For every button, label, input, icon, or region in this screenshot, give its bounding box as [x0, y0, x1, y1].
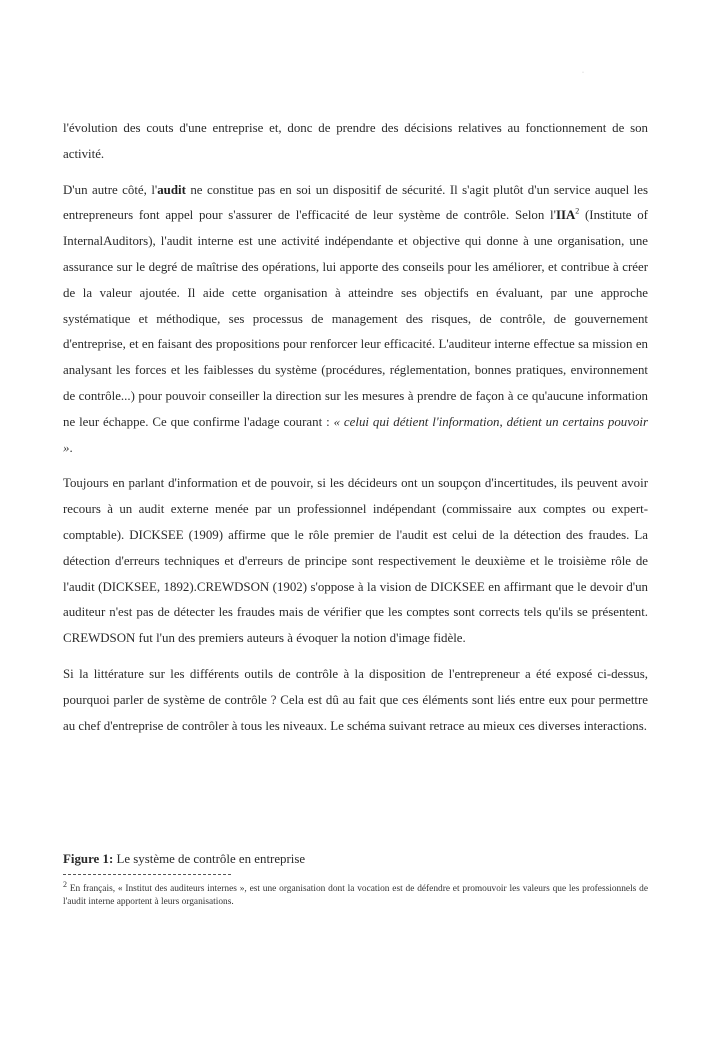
footnote-divider	[63, 874, 231, 875]
p2-text-2: ne constitue pas en soi un dispositif de sécurité. Il s'agit plutôt d'un service auquel les entrepreneurs font appel pour s'assurer de l'efficacité de leur système de contrôle. Selon l'	[63, 182, 648, 223]
term-iia: IIA	[555, 208, 576, 223]
paragraph-3: Toujours en parlant d'information et de pouvoir, si les décideurs ont un soupçon d'incertitudes, ils peuvent avoir recours à un audit externe menée par un professionnel indépendant (commissaire aux comptes ou expert-comptable). DICKSEE (1909) affirme que le rôle premier de l'audit est celui de la détection des fraudes. La détection d'erreurs techniques et d'erreurs de principe sont respectivement le deuxième et le troisième rôle de l'audit (DICKSEE, 1892).CREWDSON (1902) s'oppose à la vision de DICKSEE en affirmant que le devoir d'un auditeur n'est pas de détecter les fraudes mais de vérifier que les comptes sont corrects tels qu'ils se présentent. CREWDSON fut l'un des premiers auteurs à évoquer la notion d'image fidèle.	[63, 476, 648, 646]
footnote	[63, 879, 648, 909]
paragraph-2	[63, 178, 648, 462]
scan-mark: ·	[582, 70, 584, 76]
footnote-ref-2: 2	[575, 207, 580, 217]
term-audit: audit	[157, 182, 186, 197]
p2-text-4: .	[69, 440, 73, 455]
figure-caption	[63, 851, 648, 867]
p2-text-1: D'un autre côté, l'	[63, 182, 158, 197]
paragraph-1: l'évolution des couts d'une entreprise et, donc de prendre des décisions relatives au fonctionnement de son activité.	[63, 121, 648, 161]
body-text	[63, 116, 648, 749]
figure-title: Le système de contrôle en entreprise	[113, 852, 306, 866]
figure-label: Figure 1:	[63, 852, 114, 866]
footnote-marker: 2	[63, 879, 67, 889]
adage-quote: « celui qui détient l'information, détient un certains pouvoir »	[63, 414, 648, 455]
p2-text-3: (Institute of InternalAuditors), l'audit interne est une activité indépendante et objective qui donne à une organisation, une assurance sur le degré de maîtrise des opérations, lui apporte des conseils pour les améliorer, et contribue à créer de la valeur ajoutée. Il aide cette organisation à atteindre ses objectifs en évaluant, par une approche systématique et méthodique, ses processus de management des risques, de contrôle, de gouvernement d'entreprise, et en faisant des propositions pour renforcer leur efficacité. L'auditeur interne effectue sa mission en analysant les forces et les faiblesses du système (procédures, réglementation, bonnes pratiques, environnement de contrôle...) pour pouvoir conseiller la direction sur les mesures à prendre de façon à ce qu'aucune information ne leur échappe. Ce que confirme l'adage courant :	[63, 208, 648, 429]
footnote-text: En français, « Institut des auditeurs internes », est une organisation dont la vocation est de défendre et promouvoir les valeurs que les professionnels de l'audit interne apportent à leurs organisations.	[63, 884, 648, 907]
paragraph-4: Si la littérature sur les différents outils de contrôle à la disposition de l'entrepreneur a été exposé ci-dessus, pourquoi parler de système de contrôle ? Cela est dû au fait que ces éléments sont liés entre eux pour permettre au chef d'entreprise de contrôler à tous les niveaux. Le schéma suivant retrace au mieux ces diverses interactions.	[63, 666, 648, 733]
